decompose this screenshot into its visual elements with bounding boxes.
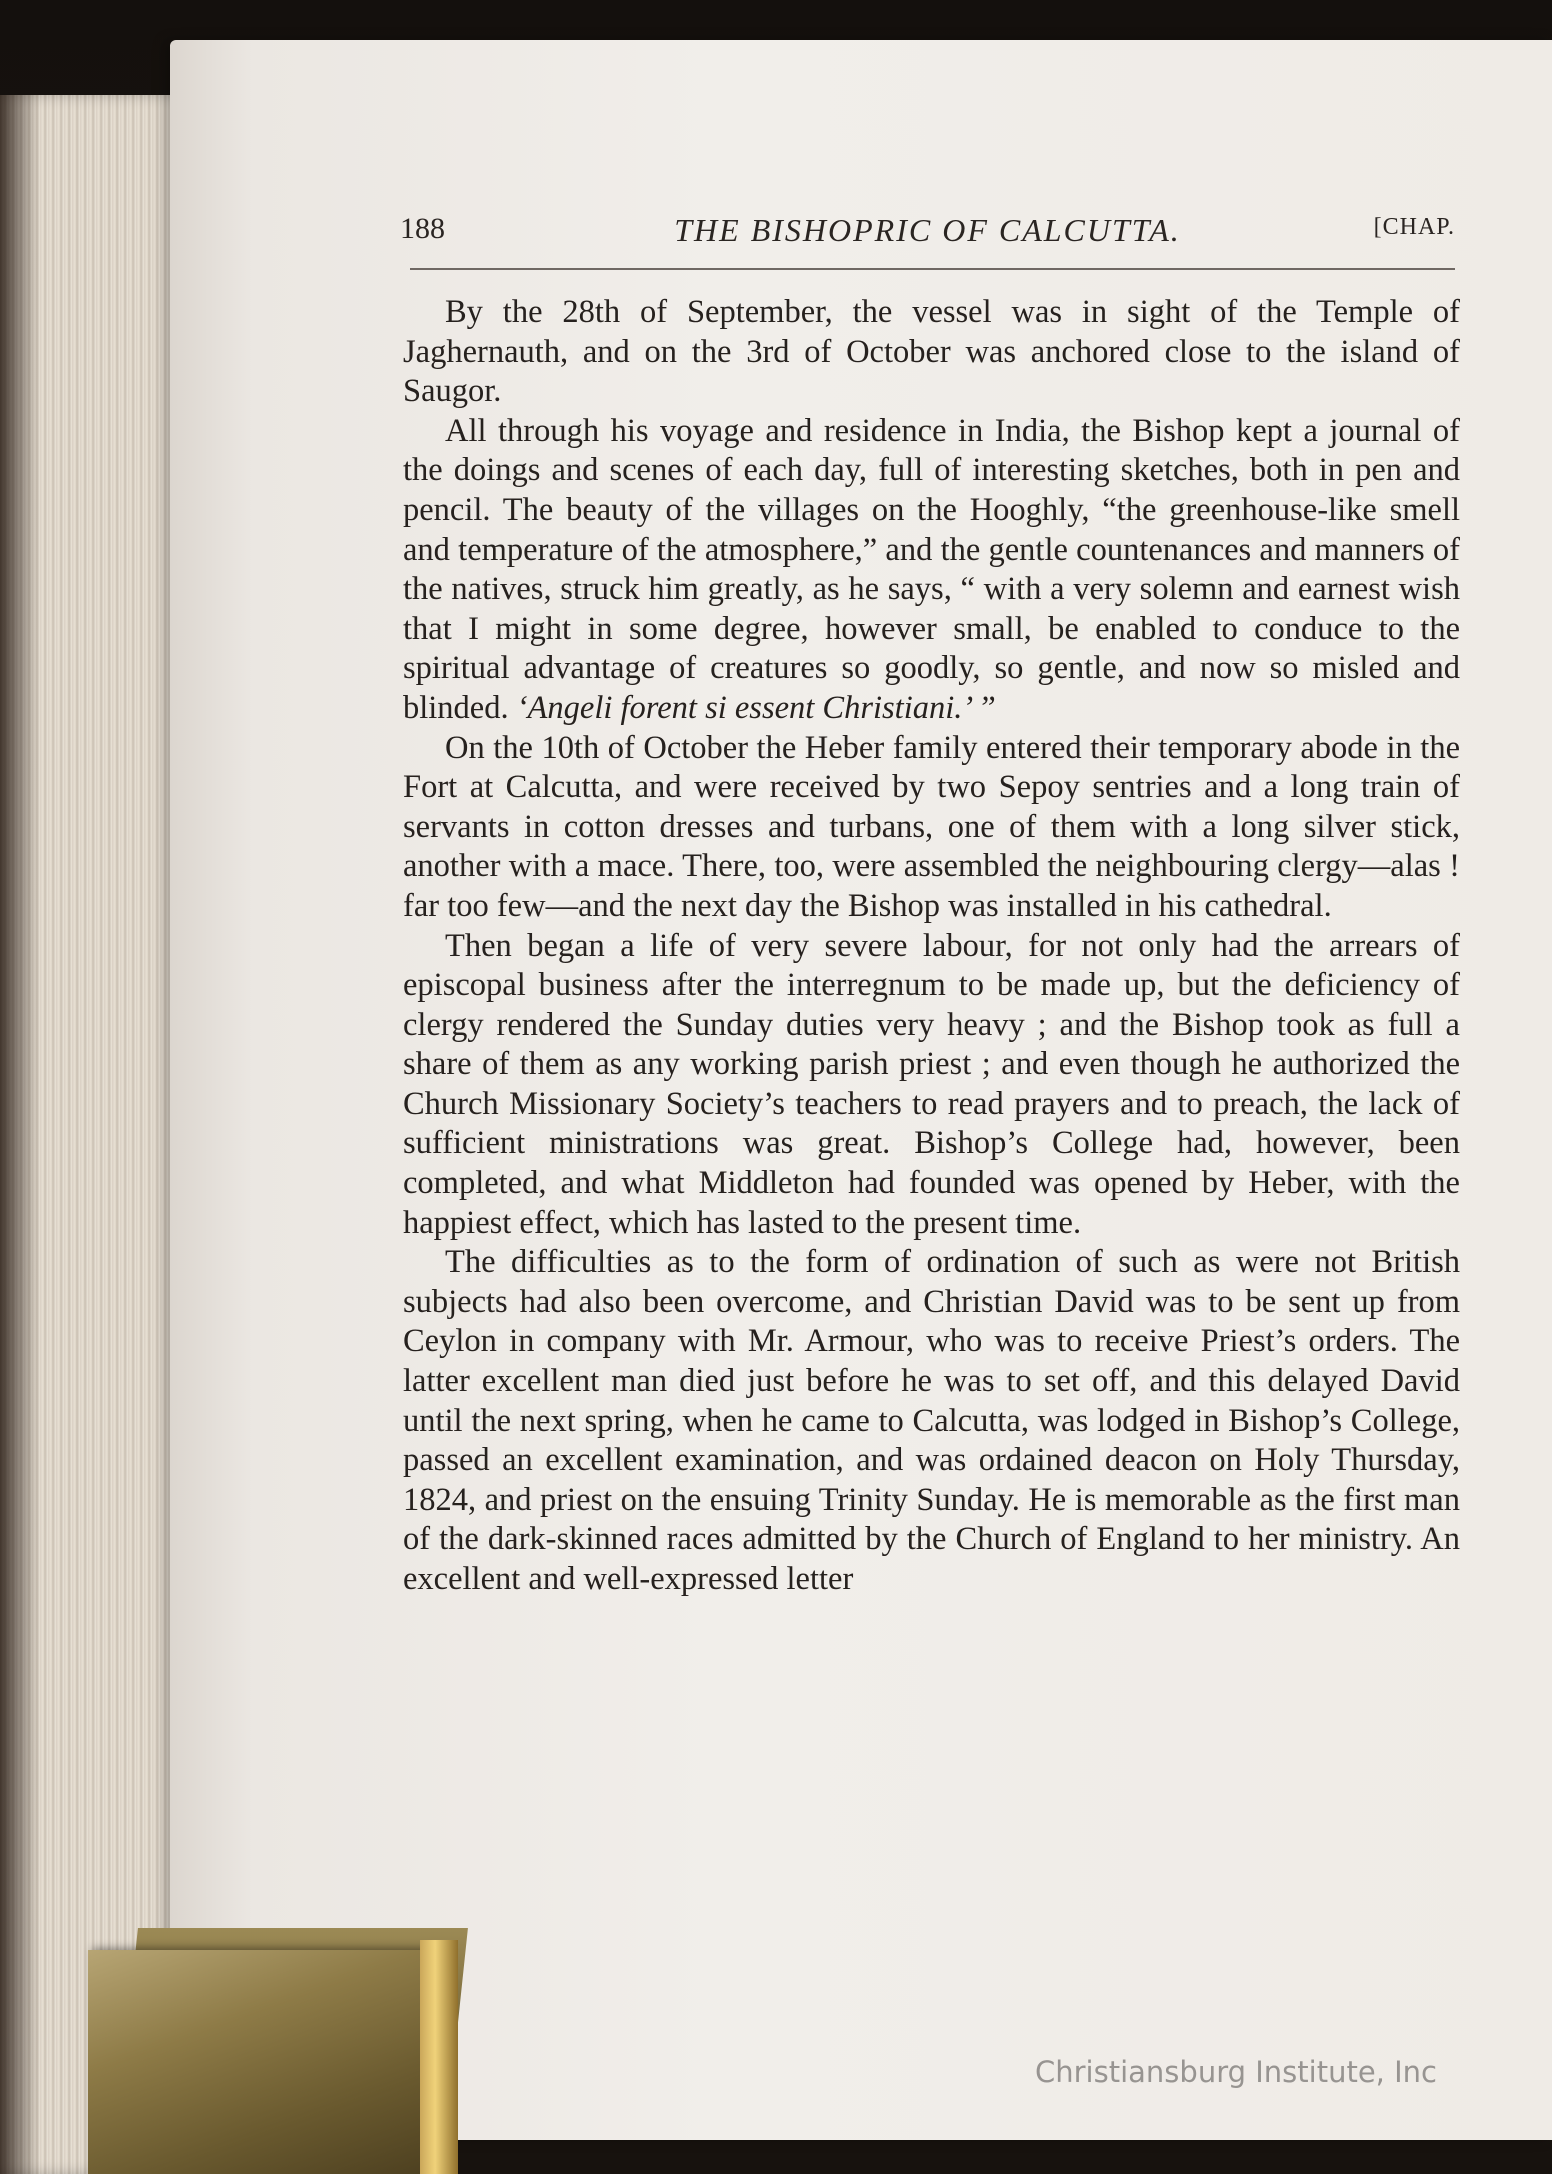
running-title: THE BISHOPRIC OF CALCUTTA. <box>674 212 1181 248</box>
edge-shadow <box>0 95 40 2174</box>
paragraph-1: By the 28th of September, the vessel was in sight of the Temple of Jaghernauth, and on the 3rd of October was anchored close to the island of Saugor. <box>403 294 1460 410</box>
brass-object-front <box>88 1950 428 2174</box>
page-number: 188 <box>400 212 445 245</box>
brass-object-edge <box>420 1940 458 2174</box>
paragraph-2-text: All through his voyage and residence in India, the Bishop kept a journal of the doings and scenes of each day, full of interesting sketches, both in pen and pencil. The beauty of the villages on the Hooghly, “the greenhouse-like smell and temperature of the atmosphere,” and the gentle countenances and manners of the natives, struck him greatly, as he says, “ with a very solemn and earnest wish that I might in some degree, however small, be enabled to conduce to the spiritual advantage of creatures so goodly, so gentle, and now so misled and blinded. <box>403 412 1460 726</box>
chapter-mark: [CHAP. <box>1373 214 1455 240</box>
page-header <box>400 212 1455 252</box>
watermark: Christiansburg Institute, Inc <box>1035 2055 1437 2089</box>
body-text <box>403 293 1460 1600</box>
latin-quote: ‘Angeli forent si essent Christiani.’ ” <box>516 689 996 726</box>
paragraph-2 <box>403 412 1460 729</box>
header-rule <box>410 268 1455 270</box>
paragraph-4: Then began a life of very severe labour, for not only had the arrears of episcopal business after the interregnum to be made up, but the deficiency of clergy rendered the Sunday duties very heavy ; and the Bishop took as full a share of them as any working parish priest ; and even though he authorized the Church Missionary Society’s teachers to read prayers and to preach, the lack of sufficient ministrations was great. Bishop’s College had, however, been completed, and what Middleton had founded was opened by Heber, with the happiest effect, which has lasted to the present time. <box>403 927 1460 1241</box>
paragraph-3: On the 10th of October the Heber family entered their temporary abode in the Fort at Calcutta, and were received by two Sepoy sentries and a long train of servants in cotton dresses and turbans, one of them with a long silver stick, another with a mace. There, too, were assembled the neighbouring clergy—alas ! far too few—and the next day the Bishop was installed in his cathedral. <box>403 729 1460 924</box>
paragraph-5: The difficulties as to the form of ordination of such as were not British subjects had also been overcome, and Christian David was to be sent up from Ceylon in company with Mr. Armour, who was to receive Priest’s orders. The latter excellent man died just before he was to set off, and this delayed David until the next spring, when he came to Calcutta, was lodged in Bishop’s College, passed an excellent examination, and was ordained deacon on Holy Thursday, 1824, and priest on the ensuing Trinity Sunday. He is memorable as the first man of the dark-skinned races admitted by the Church of England to her ministry. An excellent and well-expressed letter <box>403 1244 1460 1597</box>
